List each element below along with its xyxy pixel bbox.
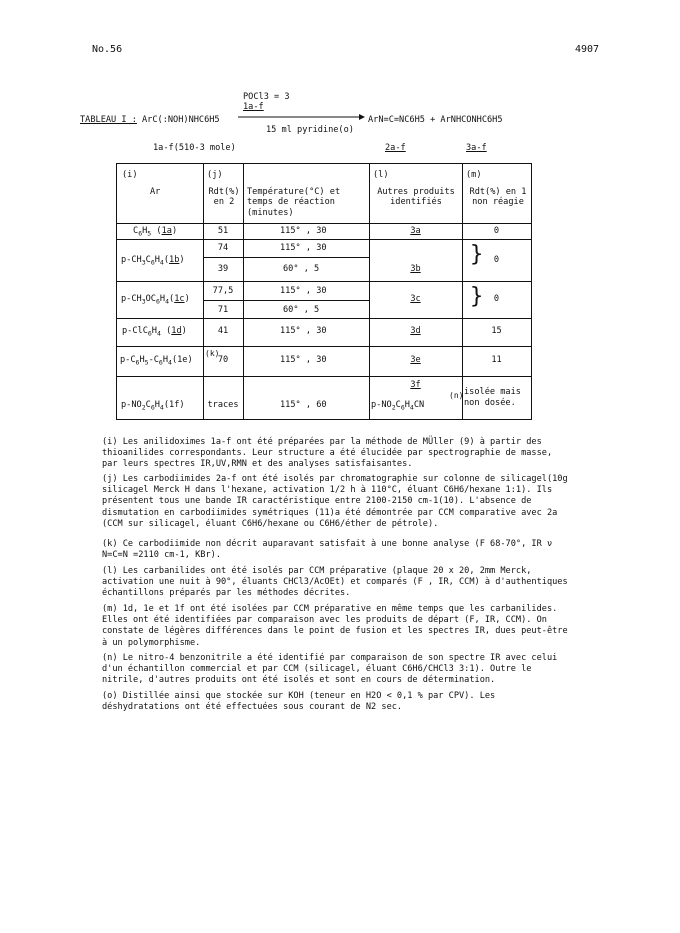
page-number: 4907 (575, 44, 600, 55)
row-autres: 3d (410, 326, 421, 336)
header-autres: Autres produits identifiés (377, 187, 455, 208)
row-autres: 3c (410, 294, 421, 304)
row-temp: 115° , 30 (280, 243, 327, 253)
brace-icon: } (470, 284, 484, 309)
row-non-reagie: 0 (493, 226, 500, 236)
header-note-non-reagie: (m) (466, 170, 482, 180)
table-label: TABLEAU I : (80, 115, 137, 125)
product-b-label: 3a-f (466, 143, 487, 153)
journal-issue-number: No.56 (92, 44, 123, 55)
row-non-reagie: 0 (493, 255, 500, 265)
row-ar: $p-CH_3C_6H_4(1b)$ (121, 255, 185, 267)
brace-icon: } (470, 242, 484, 267)
row-non-reagie: 15 (491, 326, 502, 336)
reactant-formula: ArC(:NOH)NHC6H5 (142, 115, 220, 125)
footnote-k: (k) Ce carbodiimide non décrit auparavant satisfait à une bonne analyse (F 68-70°, IR ν N=C=N =2110 cm-1, KBr). (102, 539, 553, 561)
solvent-conditions: 15 ml pyridine(o) (266, 125, 354, 135)
row-temp: 115° , 30 (280, 286, 327, 296)
row-autres: 3b (410, 264, 421, 274)
reactant-amount: 1a-f(510-3 mole) (153, 143, 236, 153)
header-note-autres: (l) (373, 170, 389, 180)
row-temp: 115° , 30 (280, 355, 327, 365)
footnote-o: (o) Distillée ainsi que stockée sur KOH (teneur en H2O < 0,1 % par CPV). Les déshydratations ont été effectuées sous courant de N2 sec. (102, 691, 496, 713)
row-ar-note: (k) (205, 349, 220, 358)
row-ar: $p-ClC_6H_4$ (1d) (122, 326, 187, 338)
row-ar: $p-NO_2C_6H_4(1f)$ (121, 400, 185, 412)
row-temp: 115° , 60 (280, 400, 327, 410)
row-temp: 115° , 30 (280, 226, 327, 236)
row-autres: 3a (410, 226, 421, 236)
footnote-m: (m) 1d, 1e et 1f ont été isolées par CCM préparative en même temps que les carbanilides. Elles ont été identifiées par comparaison avec les produits de départ (F, IR, CCM). On constate de légères différences dans le point de fusion et les spectres IR, dues peut-être à un polymorphisme. (102, 604, 568, 648)
row-autres-note: (n) (449, 391, 464, 400)
row-temp: 115° , 30 (280, 326, 327, 336)
header-note-rdt: (j) (207, 170, 223, 180)
footnote-l: (l) Les carbanilides ont été isolés par CCM préparative (plaque 20 x 20, 2mm Merck, activation une nuit à 90°, éluants CHCl3/AcOEt) et comparés (F , IR, CCM) à d'authentiques échantillons préparés par les méthodes décrites. (102, 566, 568, 599)
row-rdt: 41 (217, 326, 229, 336)
footnote-j: (j) Les carbodiimides 2a-f ont été isolés par chromatographie sur colonne de silicagel(10g silicagel Merck H dans l'hexane, activation 1/2 h à 110°C, éluant C6H6/hexane 1:1). Ils présentent tous une bande IR caractéristique entre 2100-2150 cm-1(10). L'absence de dismutation en carbodiimides symétriques (11)a été démontrée par CCM comparative avec 2a (CCM sur silicagel, éluant C6H6/hexane ou C6H6/éther de pétrole). (102, 474, 568, 529)
reaction-arrow-icon (238, 112, 366, 122)
product-a-label: 2a-f (385, 143, 406, 153)
row-rdt: 51 (217, 226, 229, 236)
row-temp: 60° , 5 (283, 305, 320, 315)
row-rdt: 71 (217, 305, 229, 315)
reagent-top: POCl3 = 3 (243, 92, 290, 102)
row-autres: 3e (410, 355, 421, 365)
header-temperature: Température(°C) et temps de réaction (minutes) (247, 187, 341, 218)
footnote-i: (i) Les anilidoximes 1a-f ont été préparées par la méthode de MÜller (9) à partir des thioanilides correspondants. Leur structure a été élucidée par spectrographie de masse, par leurs spectres IR,UV,RMN et des analyses satisfaisantes. (102, 437, 553, 470)
row-rdt: 39 (217, 264, 229, 274)
row-ar: $p-CH_3OC_6H_4(1c)$ (121, 294, 190, 306)
header-note-ar: (i) (122, 170, 138, 180)
product-formulas: ArN=C=NC6H5 + ArNHCONHC6H5 (368, 115, 503, 125)
row-rdt: 70 (217, 355, 229, 365)
row-rdt: traces (207, 400, 239, 410)
header-rdt: Rdt(%) en 2 (208, 187, 240, 208)
row-rdt: 77,5 (212, 286, 234, 296)
row-rdt: 74 (217, 243, 229, 253)
row-autres: 3f (410, 380, 421, 390)
row-autres-2: $p-NO_2C_6H_4CN$ (371, 400, 425, 412)
header-non-reagie: Rdt(%) en 1 non réagie (469, 187, 527, 208)
header-ar: Ar (150, 187, 161, 197)
row-temp: 60° , 5 (283, 264, 320, 274)
row-non-reagie: 0 (493, 294, 500, 304)
reagent-top-sub: 1a-f (243, 102, 264, 112)
row-non-reagie: 11 (491, 355, 502, 365)
row-ar: $p-C_6H_5-C_6H_4(1e)$ (120, 355, 193, 367)
footnote-n: (n) Le nitro-4 benzonitrile a été identifié par comparaison de son spectre IR avec celui d'un échantillon commercial et par CCM (silicagel, éluant C6H6/CHCl3 3:1). Outre le nitrile, d'autres produits ont été isolés et sont en cours de détermination. (102, 653, 558, 686)
row-non-reagie: isolée mais non dosée. (464, 387, 521, 408)
row-ar: $C_6H_5$ (1a) (133, 226, 178, 238)
